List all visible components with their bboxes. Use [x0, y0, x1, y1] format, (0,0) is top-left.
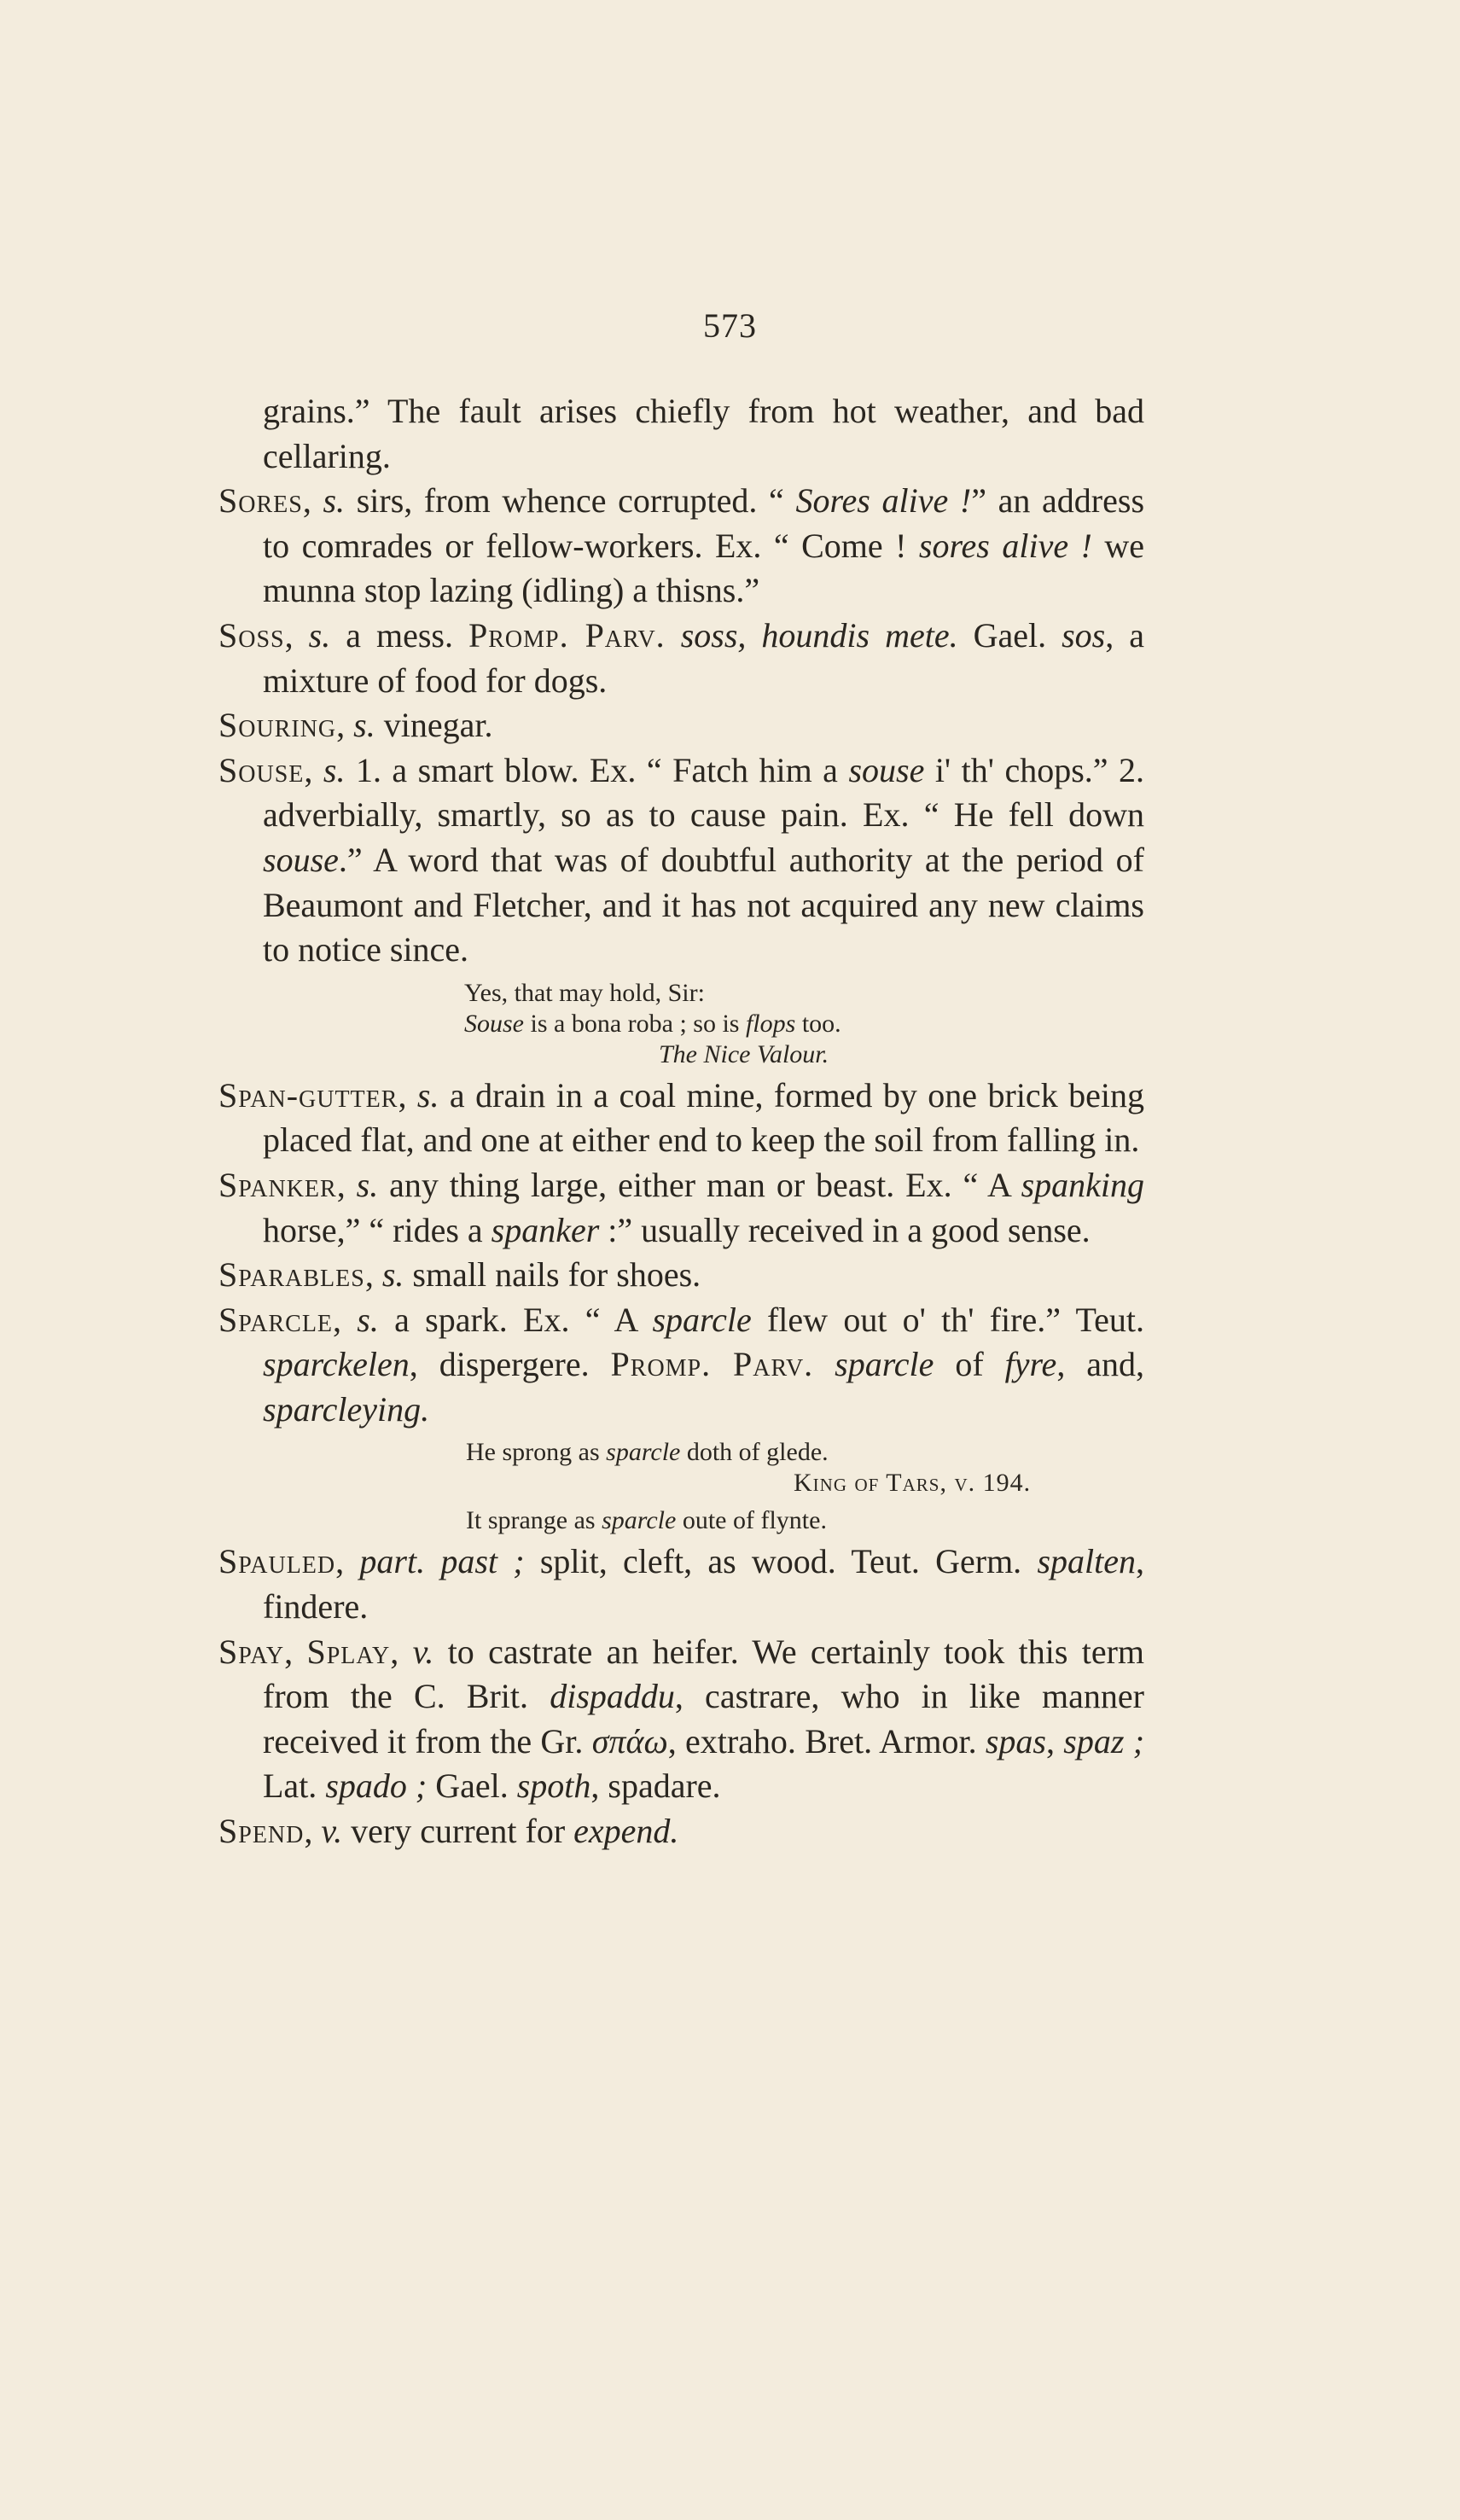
text-run: ,: [364, 1255, 382, 1295]
text-run: oute of flynte.: [676, 1506, 827, 1535]
entry-continuation: [218, 389, 1144, 479]
italic-run: sparcle: [602, 1506, 677, 1535]
headword: Sores: [218, 481, 303, 521]
entry-span-gutter: [218, 1074, 1144, 1163]
quote-souse: [218, 978, 1144, 1070]
text-run: He sprong as: [466, 1438, 607, 1467]
entry-spanker: [218, 1163, 1144, 1253]
italic-run: spalten: [1037, 1542, 1136, 1581]
text-run: ,: [333, 1300, 358, 1339]
quote-source: King of Tars, v. 194.: [794, 1469, 1032, 1498]
headword: Spanker: [218, 1165, 337, 1204]
text-run: , and,: [1056, 1345, 1145, 1384]
text-run: doth of glede.: [680, 1438, 829, 1467]
text-body: [218, 389, 1144, 1854]
italic-run: sparcle: [652, 1300, 752, 1339]
headword: Sparables: [218, 1255, 365, 1295]
text-run: i' th' chops.” 2. adverbially, smartly, so as to cause pain. Ex. “ He fell down: [263, 750, 1145, 835]
text-run: we munna stop lazing (idling) a thisns.”: [263, 526, 1145, 610]
text-run: It sprange as: [466, 1506, 602, 1535]
headword: Span-gutter: [218, 1075, 398, 1115]
text-run: Gael.: [957, 615, 1062, 655]
italic-run: spaz ;: [1063, 1721, 1145, 1761]
italic-run: sparcle: [835, 1345, 934, 1384]
text-run: 1. a smart blow. Ex. “ Fatch him a: [345, 750, 849, 789]
italic-run: fyre: [1004, 1345, 1057, 1384]
italic-run: s.: [308, 615, 331, 655]
italic-run: v.: [412, 1632, 434, 1671]
headword: Splay: [306, 1632, 391, 1671]
entry-sores: [218, 479, 1144, 614]
headword: Soss: [218, 615, 285, 655]
quote-line: [218, 1437, 1144, 1468]
text-run: very current for: [342, 1812, 574, 1851]
italic-run: Sores alive !: [795, 481, 972, 521]
text-run: grains.” The fault arises chiefly from hot weather, and bad cellaring.: [263, 392, 1144, 475]
italic-run: v.: [321, 1812, 343, 1851]
italic-run: spanker: [491, 1210, 600, 1249]
italic-run: part. past ;: [359, 1542, 525, 1581]
text-run: a mess.: [330, 615, 468, 655]
headword: Promp. Parv.: [610, 1345, 814, 1384]
text-run: ,: [284, 1632, 307, 1671]
text-run: is a bona roba ; so is: [524, 1009, 746, 1038]
italic-run: spado ;: [325, 1766, 428, 1806]
italic-run: dispaddu: [550, 1677, 675, 1716]
italic-run: sos: [1062, 615, 1106, 655]
italic-run: souse: [848, 750, 925, 789]
text-run: :” usually received in a good sense.: [599, 1210, 1091, 1249]
text-run: ,: [284, 615, 309, 655]
italic-run: soss, houndis mete.: [680, 615, 958, 655]
italic-run: s.: [356, 1165, 379, 1204]
italic-run: s.: [416, 1075, 439, 1115]
text-run: ” an address to comrades or fellow-workers. Ex. “ Come !: [263, 481, 1145, 565]
italic-run: sores alive !: [918, 526, 1092, 565]
headword: Spauled: [218, 1542, 336, 1581]
quote-line: Yes, that may hold, Sir:: [464, 978, 705, 1007]
quote-line: [218, 1009, 1144, 1039]
text-run: of: [934, 1345, 1005, 1384]
entry-sparcle: [218, 1298, 1144, 1433]
italic-run: expend.: [573, 1812, 679, 1851]
text-run: to castrate an heifer. We certainly took this term from the C. Brit.: [263, 1632, 1145, 1716]
text-run: ,: [302, 481, 323, 521]
quote-line: [218, 1505, 1144, 1536]
text-run: ,: [304, 1812, 322, 1851]
text-run: ,: [336, 706, 354, 745]
text-run: Lat.: [263, 1766, 326, 1806]
text-run: ,: [398, 1075, 417, 1115]
text-run: ,: [336, 1165, 357, 1204]
italic-run: flops: [745, 1009, 796, 1038]
entry-soss: [218, 614, 1144, 703]
headword: Sparcle: [218, 1300, 334, 1339]
text-run: small nails for shoes.: [404, 1255, 701, 1295]
text-run: horse,” “ rides a: [263, 1210, 492, 1249]
italic-run: spoth: [516, 1766, 591, 1806]
text-run: , extraho. Bret. Armor.: [667, 1721, 986, 1761]
italic-run: s.: [353, 706, 375, 745]
italic-run: Souse: [464, 1009, 524, 1038]
entry-spay: [218, 1630, 1144, 1809]
text-run: .” A word that was of doubtful authority at the period of Beaumont and Fletcher, and it has not acquired any new claims to notice since.: [263, 840, 1144, 969]
text-run: , castrare, who in like manner received it from the Gr.: [263, 1677, 1144, 1761]
italic-run: souse: [263, 840, 339, 879]
headword: Spay: [218, 1632, 285, 1671]
entry-souse: [218, 748, 1144, 973]
entry-sparables: [218, 1253, 1144, 1298]
text-run: , a mixture of food for dogs.: [263, 615, 1144, 700]
italic-run: σπάω: [591, 1721, 668, 1761]
text-run: a spark. Ex. “ A: [378, 1300, 653, 1339]
entry-spauled: [218, 1539, 1144, 1629]
italic-run: s.: [381, 1255, 404, 1295]
text-run: [813, 1345, 835, 1383]
italic-run: spanking: [1021, 1165, 1144, 1204]
headword: Promp. Parv.: [468, 615, 666, 655]
text-run: [666, 616, 681, 655]
quote-sparcle: [218, 1437, 1144, 1536]
headword: Souse: [218, 750, 305, 789]
page-number: 573: [703, 306, 757, 345]
text-run: split, cleft, as wood. Teut. Germ.: [524, 1542, 1038, 1581]
text-run: , findere.: [263, 1542, 1144, 1627]
italic-run: sparcleying.: [263, 1389, 430, 1429]
text-run: sirs, from whence corrupted. “: [345, 481, 796, 521]
headword: Souring: [218, 706, 337, 745]
text-run: ,: [390, 1632, 413, 1671]
text-run: ,: [335, 1542, 360, 1581]
entry-spend: [218, 1809, 1144, 1854]
text-run: , dispergere.: [409, 1345, 611, 1384]
text-run: Gael.: [427, 1766, 517, 1806]
italic-run: s.: [323, 481, 346, 521]
italic-run: sparcle: [606, 1438, 681, 1467]
quote-source-text: The Nice Valour.: [659, 1039, 829, 1068]
entry-souring: [218, 703, 1144, 748]
text-run: too.: [795, 1009, 841, 1038]
italic-run: s.: [357, 1300, 379, 1339]
text-run: flew out o' th' fire.” Teut.: [751, 1300, 1145, 1339]
quote-source: [218, 1039, 1144, 1070]
text-run: , spadare.: [590, 1766, 721, 1806]
italic-run: spas: [985, 1721, 1046, 1761]
headword: Spend: [218, 1812, 305, 1851]
text-run: ,: [304, 750, 323, 789]
text-run: vinegar.: [375, 706, 493, 745]
text-run: any thing large, either man or beast. Ex. “ A: [378, 1165, 1021, 1204]
text-run: ,: [1046, 1721, 1064, 1761]
italic-run: sparckelen: [263, 1345, 410, 1384]
italic-run: s.: [323, 750, 346, 789]
text-run: a drain in a coal mine, formed by one brick being placed flat, and one at either end to keep the soil from falling in.: [263, 1075, 1144, 1160]
